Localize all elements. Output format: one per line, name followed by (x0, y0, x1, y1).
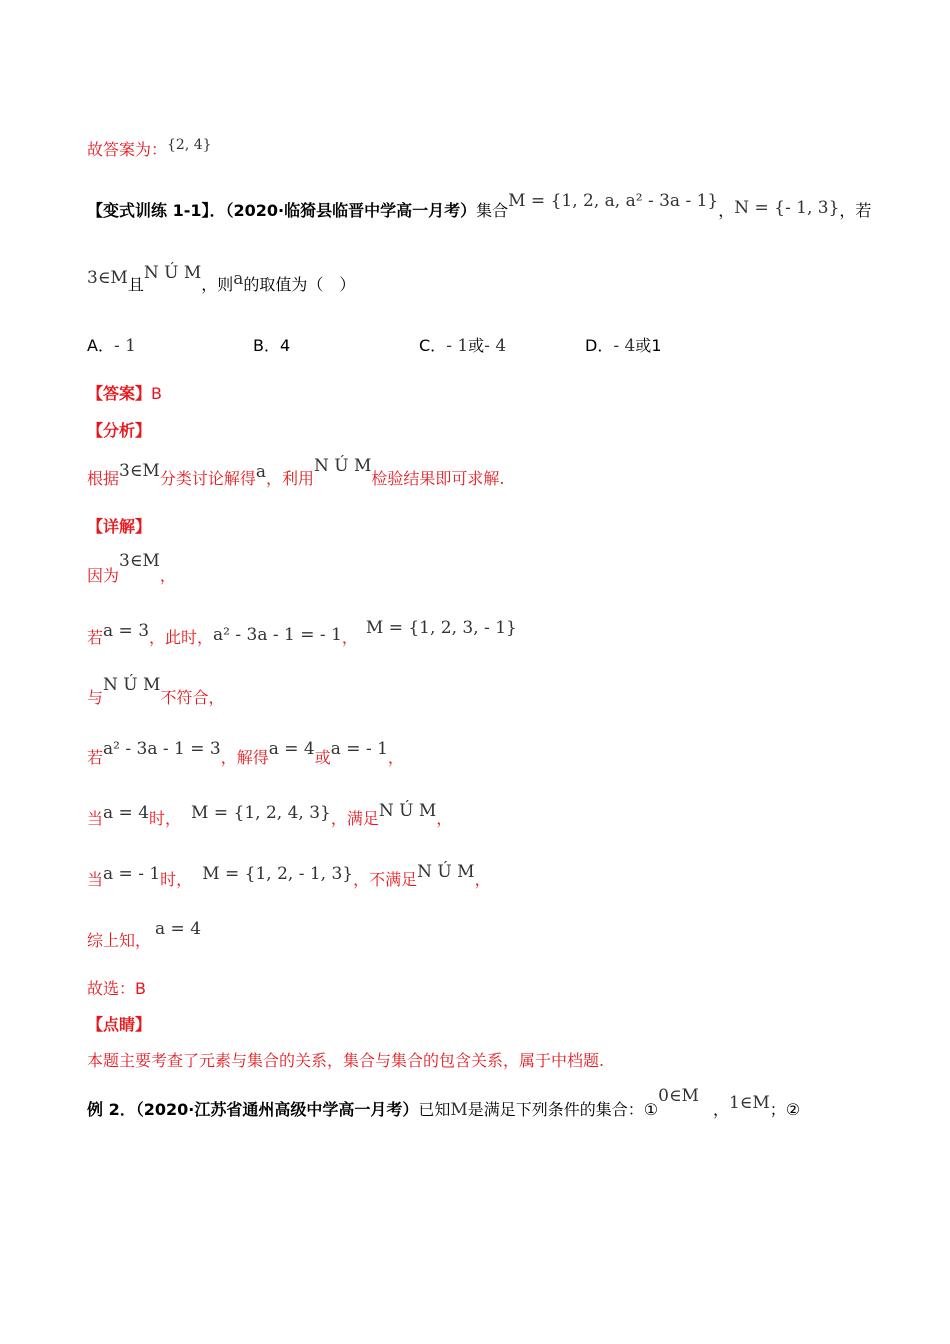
detail-line-4: 若a² - 3a - 1 = 3，解得a = 4或a = - 1， (87, 739, 404, 767)
problem-line-2: 3∈M且N Ú M，则a的取值为（ ） (87, 263, 356, 294)
detail-line-1: 因为3∈M， (87, 551, 176, 585)
detail-line-8: 故选：B (87, 979, 146, 998)
option-a[interactable]: A．- 1 (87, 336, 136, 356)
analysis-text: 根据3∈M分类讨论解得a，利用N Ú M检验结果即可求解. (87, 456, 505, 488)
set-n: N = {- 1, 3} (734, 198, 840, 218)
detail-tag: 【详解】 (87, 517, 152, 536)
detail-line-5: 当a = 4时， M = {1, 2, 4, 3}，满足N Ú M， (87, 801, 453, 828)
answer-tag: 【答案】B (87, 384, 162, 403)
example-2-line: 例 2．（2020·江苏省通州高级中学高一月考）已知M是满足下列条件的集合：①0∈M，1∈M；② (87, 1086, 801, 1120)
comment-tag: 【点睛】 (87, 1015, 152, 1034)
analysis-tag: 【分析】 (87, 421, 152, 440)
option-d[interactable]: D．- 4或1 (585, 336, 662, 356)
set-m: M = {1, 2, a, a² - 3a - 1} (508, 191, 719, 211)
comment-text: 本题主要考查了元素与集合的关系，集合与集合的包含关系，属于中档题. (87, 1051, 605, 1070)
detail-line-6: 当a = - 1时， M = {1, 2, - 1, 3}，不满足N Ú M， (87, 862, 491, 889)
problem-line-1: 【变式训练 1-1】．（2020·临猗县临晋中学高一月考）集合M = {1, 2, a, a² - 3a - 1}，N = {- 1, 3}，若 (87, 191, 872, 220)
detail-line-3: 与N Ú M不符合， (87, 675, 225, 707)
cond-1: 3∈M (87, 268, 128, 288)
cond-2: N Ú M (143, 263, 202, 283)
problem-tag: 【变式训练 1-1】． (87, 201, 226, 220)
option-b[interactable]: B．4 (253, 336, 291, 355)
answer-set: {2, 4} (167, 137, 212, 153)
answer-line: 故答案为：{2, 4} (87, 137, 212, 159)
detail-line-2: 若a = 3，此时，a² - 3a - 1 = - 1， M = {1, 2, 3, - 1} (87, 618, 517, 647)
example-2-label: 例 2． (87, 1100, 136, 1119)
option-c[interactable]: C．- 1或- 4 (419, 336, 507, 356)
detail-line-7: 综上知，a = 4 (87, 919, 202, 950)
problem-source: （2020·临猗县临晋中学高一月考） (225, 201, 477, 220)
